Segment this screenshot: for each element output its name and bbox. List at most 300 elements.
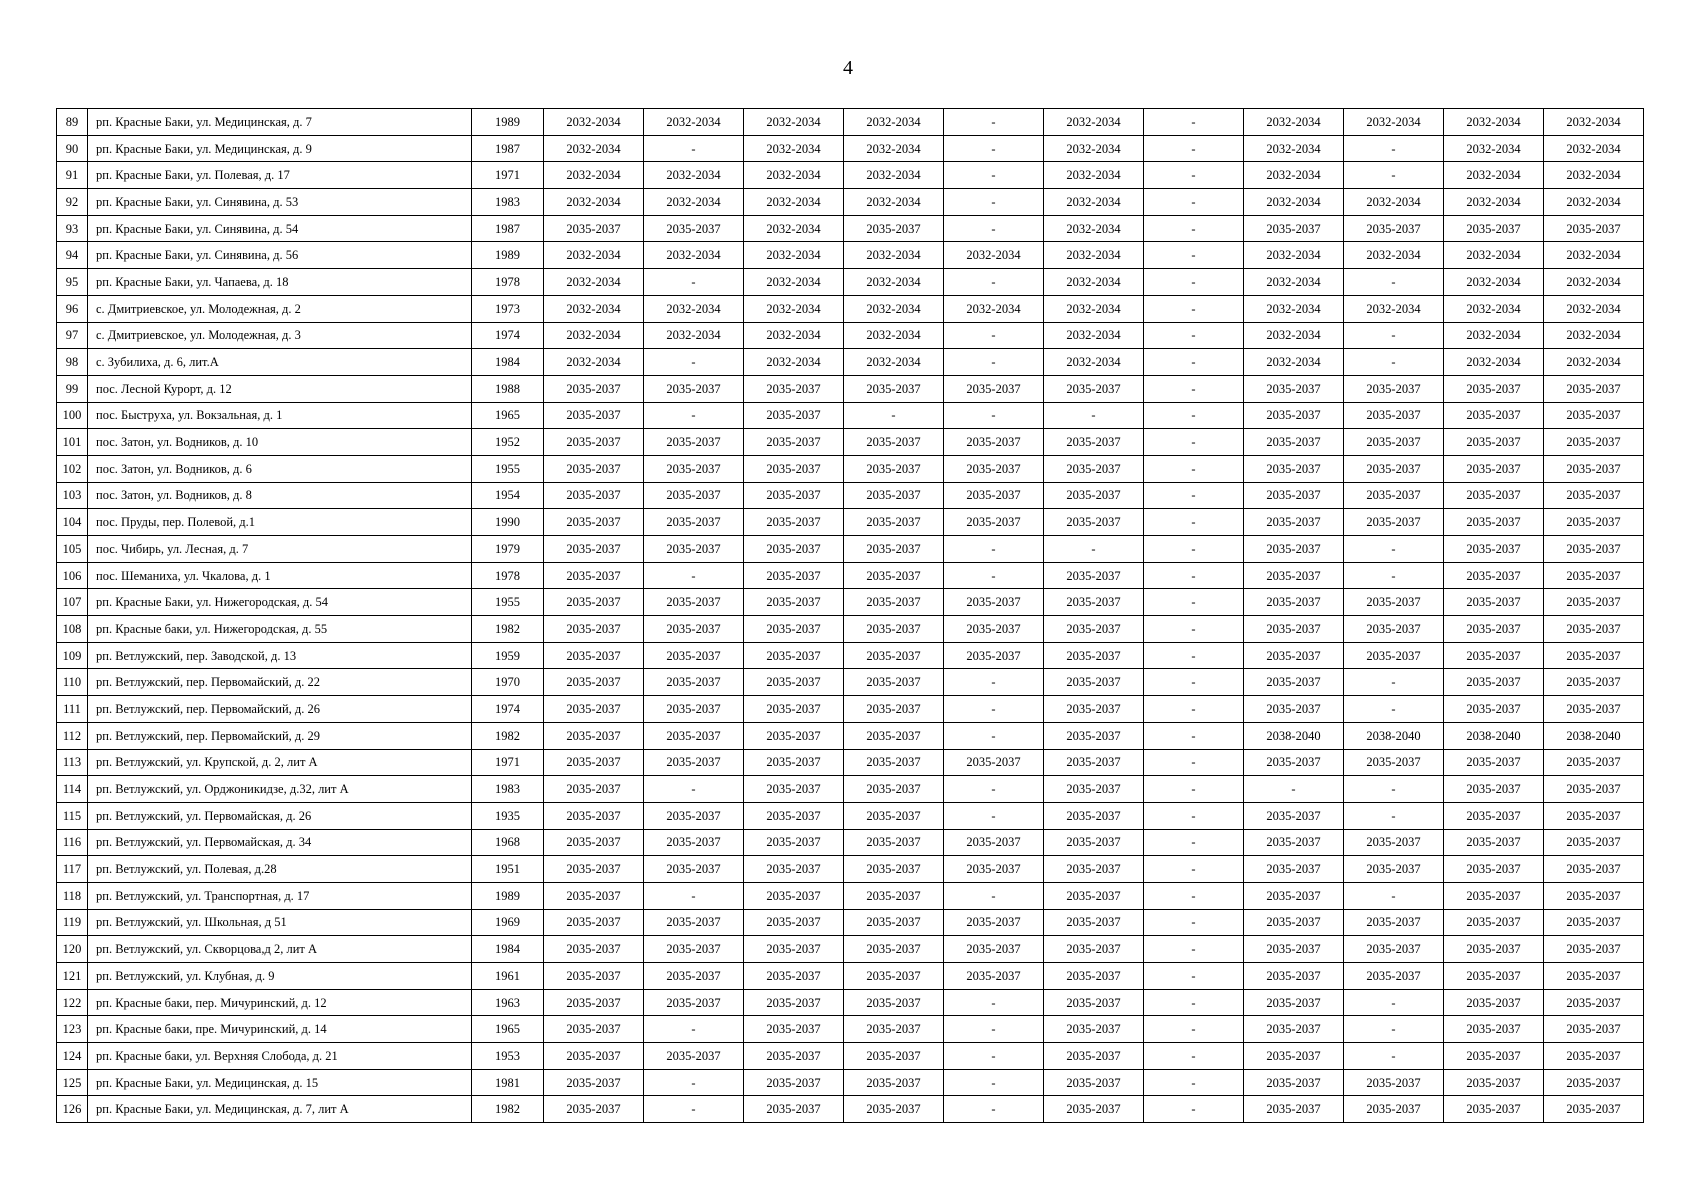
period-cell-10: 2032-2034 xyxy=(1444,322,1544,349)
period-cell-7: - xyxy=(1144,429,1244,456)
period-cell-5: - xyxy=(944,322,1044,349)
period-cell-1: 2032-2034 xyxy=(544,295,644,322)
period-cell-3: 2035-2037 xyxy=(744,856,844,883)
period-cell-10: 2035-2037 xyxy=(1444,776,1544,803)
period-cell-9: 2032-2034 xyxy=(1344,295,1444,322)
page-number: 4 xyxy=(843,57,853,79)
address-cell: рп. Красные Баки, ул. Синявина, д. 56 xyxy=(88,242,472,269)
period-cell-10: 2035-2037 xyxy=(1444,802,1544,829)
period-cell-4: 2035-2037 xyxy=(844,616,944,643)
period-cell-6: 2035-2037 xyxy=(1044,429,1144,456)
period-cell-9: 2035-2037 xyxy=(1344,749,1444,776)
period-cell-7: - xyxy=(1144,802,1244,829)
table-row xyxy=(57,269,1644,296)
year-built-cell: 1971 xyxy=(472,749,544,776)
period-cell-5: 2035-2037 xyxy=(944,856,1044,883)
period-cell-7: - xyxy=(1144,936,1244,963)
period-cell-8: 2035-2037 xyxy=(1244,429,1344,456)
period-cell-10: 2035-2037 xyxy=(1444,429,1544,456)
period-cell-6: 2035-2037 xyxy=(1044,802,1144,829)
row-number-cell: 107 xyxy=(57,589,88,616)
period-cell-1: 2035-2037 xyxy=(544,776,644,803)
address-cell: пос. Затон, ул. Водников, д. 8 xyxy=(88,482,472,509)
row-number-cell: 108 xyxy=(57,616,88,643)
period-cell-7: - xyxy=(1144,642,1244,669)
period-cell-8: 2032-2034 xyxy=(1244,109,1344,136)
table-body xyxy=(57,109,1644,1123)
row-number-cell: 117 xyxy=(57,856,88,883)
address-cell: рп. Ветлужский, ул. Клубная, д. 9 xyxy=(88,963,472,990)
year-built-cell: 1984 xyxy=(472,349,544,376)
period-cell-3: 2035-2037 xyxy=(744,1096,844,1123)
period-cell-6: 2032-2034 xyxy=(1044,135,1144,162)
period-cell-2: 2035-2037 xyxy=(644,642,744,669)
period-cell-5: - xyxy=(944,402,1044,429)
period-cell-10: 2035-2037 xyxy=(1444,509,1544,536)
year-built-cell: 1982 xyxy=(472,1096,544,1123)
period-cell-7: - xyxy=(1144,909,1244,936)
period-cell-4: - xyxy=(844,402,944,429)
period-cell-5: 2035-2037 xyxy=(944,936,1044,963)
address-cell: с. Зубилиха, д. 6, лит.А xyxy=(88,349,472,376)
year-built-cell: 1989 xyxy=(472,882,544,909)
table-row xyxy=(57,1043,1644,1070)
row-number-cell: 125 xyxy=(57,1069,88,1096)
period-cell-9: 2032-2034 xyxy=(1344,109,1444,136)
period-cell-7: - xyxy=(1144,189,1244,216)
period-cell-1: 2035-2037 xyxy=(544,429,644,456)
year-built-cell: 1983 xyxy=(472,776,544,803)
table-row xyxy=(57,429,1644,456)
period-cell-2: 2035-2037 xyxy=(644,509,744,536)
period-cell-4: 2032-2034 xyxy=(844,135,944,162)
period-cell-3: 2035-2037 xyxy=(744,482,844,509)
period-cell-11: 2035-2037 xyxy=(1544,909,1644,936)
row-number-cell: 103 xyxy=(57,482,88,509)
period-cell-7: - xyxy=(1144,882,1244,909)
period-cell-6: 2032-2034 xyxy=(1044,322,1144,349)
period-cell-4: 2035-2037 xyxy=(844,509,944,536)
period-cell-1: 2035-2037 xyxy=(544,562,644,589)
period-cell-1: 2032-2034 xyxy=(544,269,644,296)
period-cell-4: 2035-2037 xyxy=(844,749,944,776)
period-cell-6: 2035-2037 xyxy=(1044,989,1144,1016)
address-cell: рп. Ветлужский, ул. Первомайская, д. 34 xyxy=(88,829,472,856)
period-cell-4: 2035-2037 xyxy=(844,1069,944,1096)
period-cell-8: 2032-2034 xyxy=(1244,269,1344,296)
period-cell-8: 2032-2034 xyxy=(1244,162,1344,189)
period-cell-9: 2035-2037 xyxy=(1344,642,1444,669)
period-cell-6: 2032-2034 xyxy=(1044,269,1144,296)
period-cell-3: 2032-2034 xyxy=(744,162,844,189)
year-built-cell: 1955 xyxy=(472,455,544,482)
table-row xyxy=(57,616,1644,643)
address-cell: с. Дмитриевское, ул. Молодежная, д. 2 xyxy=(88,295,472,322)
period-cell-3: 2035-2037 xyxy=(744,562,844,589)
period-cell-7: - xyxy=(1144,455,1244,482)
period-cell-6: 2032-2034 xyxy=(1044,215,1144,242)
period-cell-3: 2032-2034 xyxy=(744,295,844,322)
period-cell-7: - xyxy=(1144,402,1244,429)
period-cell-5: - xyxy=(944,989,1044,1016)
row-number-cell: 99 xyxy=(57,375,88,402)
period-cell-10: 2032-2034 xyxy=(1444,109,1544,136)
period-cell-3: 2032-2034 xyxy=(744,135,844,162)
table-row xyxy=(57,402,1644,429)
period-cell-2: - xyxy=(644,349,744,376)
period-cell-9: - xyxy=(1344,562,1444,589)
row-number-cell: 113 xyxy=(57,749,88,776)
period-cell-11: 2035-2037 xyxy=(1544,509,1644,536)
period-cell-9: 2032-2034 xyxy=(1344,189,1444,216)
period-cell-6: 2032-2034 xyxy=(1044,295,1144,322)
period-cell-6: 2035-2037 xyxy=(1044,776,1144,803)
row-number-cell: 110 xyxy=(57,669,88,696)
row-number-cell: 118 xyxy=(57,882,88,909)
period-cell-8: 2035-2037 xyxy=(1244,1016,1344,1043)
table-row xyxy=(57,963,1644,990)
period-cell-11: 2035-2037 xyxy=(1544,562,1644,589)
table-row xyxy=(57,856,1644,883)
period-cell-5: 2035-2037 xyxy=(944,589,1044,616)
period-cell-6: 2035-2037 xyxy=(1044,455,1144,482)
period-cell-4: 2035-2037 xyxy=(844,1043,944,1070)
address-cell: рп. Красные баки, ул. Нижегородская, д. 55 xyxy=(88,616,472,643)
row-number-cell: 102 xyxy=(57,455,88,482)
period-cell-10: 2035-2037 xyxy=(1444,1096,1544,1123)
address-cell: рп. Ветлужский, ул. Полевая, д.28 xyxy=(88,856,472,883)
period-cell-4: 2035-2037 xyxy=(844,669,944,696)
period-cell-8: 2035-2037 xyxy=(1244,589,1344,616)
address-cell: рп. Ветлужский, ул. Транспортная, д. 17 xyxy=(88,882,472,909)
period-cell-8: 2035-2037 xyxy=(1244,882,1344,909)
period-cell-10: 2032-2034 xyxy=(1444,135,1544,162)
period-cell-6: - xyxy=(1044,402,1144,429)
table-row xyxy=(57,829,1644,856)
period-cell-6: 2035-2037 xyxy=(1044,829,1144,856)
year-built-cell: 1954 xyxy=(472,482,544,509)
row-number-cell: 104 xyxy=(57,509,88,536)
period-cell-8: 2035-2037 xyxy=(1244,616,1344,643)
period-cell-1: 2035-2037 xyxy=(544,802,644,829)
period-cell-3: 2035-2037 xyxy=(744,1043,844,1070)
period-cell-10: 2032-2034 xyxy=(1444,269,1544,296)
period-cell-7: - xyxy=(1144,242,1244,269)
period-cell-9: 2035-2037 xyxy=(1344,482,1444,509)
period-cell-4: 2035-2037 xyxy=(844,722,944,749)
period-cell-5: 2032-2034 xyxy=(944,295,1044,322)
period-cell-1: 2035-2037 xyxy=(544,589,644,616)
table-row xyxy=(57,1016,1644,1043)
period-cell-11: 2038-2040 xyxy=(1544,722,1644,749)
period-cell-6: 2035-2037 xyxy=(1044,1043,1144,1070)
period-cell-9: 2035-2037 xyxy=(1344,936,1444,963)
period-cell-1: 2035-2037 xyxy=(544,909,644,936)
period-cell-7: - xyxy=(1144,989,1244,1016)
address-cell: рп. Красные Баки, ул. Медицинская, д. 7, лит А xyxy=(88,1096,472,1123)
row-number-cell: 95 xyxy=(57,269,88,296)
address-cell: рп. Ветлужский, пер. Первомайский, д. 22 xyxy=(88,669,472,696)
period-cell-8: 2035-2037 xyxy=(1244,482,1344,509)
period-cell-2: 2035-2037 xyxy=(644,669,744,696)
period-cell-3: 2032-2034 xyxy=(744,349,844,376)
period-cell-1: 2032-2034 xyxy=(544,189,644,216)
table-row xyxy=(57,1096,1644,1123)
table-row xyxy=(57,669,1644,696)
period-cell-1: 2035-2037 xyxy=(544,989,644,1016)
row-number-cell: 96 xyxy=(57,295,88,322)
table-row xyxy=(57,322,1644,349)
period-cell-8: 2035-2037 xyxy=(1244,856,1344,883)
period-cell-9: - xyxy=(1344,696,1444,723)
period-cell-9: - xyxy=(1344,135,1444,162)
table-row xyxy=(57,536,1644,563)
period-cell-1: 2035-2037 xyxy=(544,669,644,696)
period-cell-4: 2032-2034 xyxy=(844,189,944,216)
period-cell-1: 2035-2037 xyxy=(544,616,644,643)
period-cell-4: 2035-2037 xyxy=(844,589,944,616)
period-cell-4: 2035-2037 xyxy=(844,429,944,456)
table-row xyxy=(57,162,1644,189)
period-cell-4: 2035-2037 xyxy=(844,375,944,402)
period-cell-9: - xyxy=(1344,1016,1444,1043)
period-cell-3: 2035-2037 xyxy=(744,936,844,963)
year-built-cell: 1973 xyxy=(472,295,544,322)
period-cell-4: 2035-2037 xyxy=(844,963,944,990)
period-cell-11: 2035-2037 xyxy=(1544,963,1644,990)
period-cell-5: - xyxy=(944,109,1044,136)
year-built-cell: 1971 xyxy=(472,162,544,189)
period-cell-10: 2035-2037 xyxy=(1444,909,1544,936)
period-cell-1: 2035-2037 xyxy=(544,936,644,963)
period-cell-10: 2035-2037 xyxy=(1444,616,1544,643)
period-cell-4: 2035-2037 xyxy=(844,536,944,563)
period-cell-5: - xyxy=(944,1096,1044,1123)
period-cell-11: 2035-2037 xyxy=(1544,536,1644,563)
period-cell-11: 2035-2037 xyxy=(1544,429,1644,456)
period-cell-4: 2032-2034 xyxy=(844,322,944,349)
period-cell-11: 2032-2034 xyxy=(1544,242,1644,269)
address-cell: рп. Ветлужский, пер. Заводской, д. 13 xyxy=(88,642,472,669)
period-cell-1: 2032-2034 xyxy=(544,109,644,136)
period-cell-9: 2035-2037 xyxy=(1344,589,1444,616)
row-number-cell: 91 xyxy=(57,162,88,189)
period-cell-7: - xyxy=(1144,1069,1244,1096)
period-cell-4: 2035-2037 xyxy=(844,909,944,936)
year-built-cell: 1982 xyxy=(472,722,544,749)
address-cell: рп. Красные Баки, ул. Синявина, д. 54 xyxy=(88,215,472,242)
period-cell-1: 2035-2037 xyxy=(544,482,644,509)
period-cell-10: 2035-2037 xyxy=(1444,402,1544,429)
period-cell-6: 2035-2037 xyxy=(1044,509,1144,536)
period-cell-8: 2035-2037 xyxy=(1244,1043,1344,1070)
period-cell-2: 2032-2034 xyxy=(644,162,744,189)
address-cell: рп. Красные Баки, ул. Нижегородская, д. 54 xyxy=(88,589,472,616)
period-cell-6: 2032-2034 xyxy=(1044,109,1144,136)
year-built-cell: 1953 xyxy=(472,1043,544,1070)
address-cell: рп. Красные Баки, ул. Медицинская, д. 9 xyxy=(88,135,472,162)
year-built-cell: 1974 xyxy=(472,696,544,723)
period-cell-2: - xyxy=(644,135,744,162)
table-row xyxy=(57,242,1644,269)
address-cell: рп. Красные Баки, ул. Синявина, д. 53 xyxy=(88,189,472,216)
period-cell-6: 2035-2037 xyxy=(1044,882,1144,909)
period-cell-4: 2035-2037 xyxy=(844,562,944,589)
period-cell-2: 2035-2037 xyxy=(644,536,744,563)
year-built-cell: 1982 xyxy=(472,616,544,643)
period-cell-7: - xyxy=(1144,963,1244,990)
period-cell-2: 2032-2034 xyxy=(644,242,744,269)
period-cell-8: 2035-2037 xyxy=(1244,829,1344,856)
period-cell-3: 2032-2034 xyxy=(744,269,844,296)
period-cell-3: 2035-2037 xyxy=(744,375,844,402)
period-cell-11: 2035-2037 xyxy=(1544,856,1644,883)
period-cell-7: - xyxy=(1144,536,1244,563)
row-number-cell: 105 xyxy=(57,536,88,563)
period-cell-3: 2035-2037 xyxy=(744,455,844,482)
period-cell-7: - xyxy=(1144,589,1244,616)
period-cell-9: - xyxy=(1344,349,1444,376)
period-cell-2: 2035-2037 xyxy=(644,802,744,829)
period-cell-8: 2032-2034 xyxy=(1244,242,1344,269)
period-cell-8: 2032-2034 xyxy=(1244,189,1344,216)
period-cell-7: - xyxy=(1144,295,1244,322)
period-cell-5: - xyxy=(944,802,1044,829)
period-cell-4: 2035-2037 xyxy=(844,215,944,242)
address-cell: пос. Затон, ул. Водников, д. 6 xyxy=(88,455,472,482)
period-cell-3: 2035-2037 xyxy=(744,616,844,643)
row-number-cell: 121 xyxy=(57,963,88,990)
period-cell-7: - xyxy=(1144,776,1244,803)
period-cell-2: 2035-2037 xyxy=(644,936,744,963)
period-cell-11: 2035-2037 xyxy=(1544,802,1644,829)
period-cell-3: 2035-2037 xyxy=(744,722,844,749)
year-built-cell: 1935 xyxy=(472,802,544,829)
table-row xyxy=(57,375,1644,402)
period-cell-8: 2032-2034 xyxy=(1244,295,1344,322)
period-cell-4: 2035-2037 xyxy=(844,882,944,909)
row-number-cell: 124 xyxy=(57,1043,88,1070)
period-cell-6: - xyxy=(1044,536,1144,563)
table-row xyxy=(57,909,1644,936)
period-cell-9: 2035-2037 xyxy=(1344,402,1444,429)
period-cell-10: 2035-2037 xyxy=(1444,1069,1544,1096)
period-cell-6: 2035-2037 xyxy=(1044,749,1144,776)
period-cell-8: 2035-2037 xyxy=(1244,936,1344,963)
period-cell-5: 2035-2037 xyxy=(944,455,1044,482)
address-cell: рп. Красные Баки, ул. Медицинская, д. 15 xyxy=(88,1069,472,1096)
address-cell: рп. Ветлужский, ул. Первомайская, д. 26 xyxy=(88,802,472,829)
period-cell-2: 2035-2037 xyxy=(644,455,744,482)
row-number-cell: 106 xyxy=(57,562,88,589)
row-number-cell: 97 xyxy=(57,322,88,349)
period-cell-6: 2032-2034 xyxy=(1044,162,1144,189)
address-cell: рп. Ветлужский, ул. Школьная, д 51 xyxy=(88,909,472,936)
period-cell-10: 2035-2037 xyxy=(1444,1016,1544,1043)
period-cell-2: 2032-2034 xyxy=(644,109,744,136)
period-cell-7: - xyxy=(1144,509,1244,536)
period-cell-10: 2035-2037 xyxy=(1444,989,1544,1016)
period-cell-10: 2032-2034 xyxy=(1444,162,1544,189)
period-cell-3: 2032-2034 xyxy=(744,242,844,269)
period-cell-11: 2035-2037 xyxy=(1544,482,1644,509)
period-cell-9: 2035-2037 xyxy=(1344,509,1444,536)
period-cell-4: 2032-2034 xyxy=(844,349,944,376)
year-built-cell: 1965 xyxy=(472,402,544,429)
period-cell-8: 2032-2034 xyxy=(1244,322,1344,349)
table-row xyxy=(57,802,1644,829)
period-cell-8: 2035-2037 xyxy=(1244,989,1344,1016)
table-row xyxy=(57,109,1644,136)
row-number-cell: 89 xyxy=(57,109,88,136)
period-cell-11: 2035-2037 xyxy=(1544,776,1644,803)
period-cell-1: 2035-2037 xyxy=(544,1016,644,1043)
period-cell-1: 2035-2037 xyxy=(544,402,644,429)
period-cell-6: 2035-2037 xyxy=(1044,669,1144,696)
table-row xyxy=(57,349,1644,376)
period-cell-10: 2035-2037 xyxy=(1444,455,1544,482)
year-built-cell: 1974 xyxy=(472,322,544,349)
period-cell-7: - xyxy=(1144,829,1244,856)
period-cell-7: - xyxy=(1144,349,1244,376)
period-cell-5: - xyxy=(944,162,1044,189)
period-cell-1: 2035-2037 xyxy=(544,1069,644,1096)
period-cell-4: 2035-2037 xyxy=(844,829,944,856)
period-cell-8: 2035-2037 xyxy=(1244,509,1344,536)
period-cell-2: 2035-2037 xyxy=(644,215,744,242)
period-cell-9: 2038-2040 xyxy=(1344,722,1444,749)
table-row xyxy=(57,482,1644,509)
period-cell-3: 2035-2037 xyxy=(744,989,844,1016)
period-cell-5: - xyxy=(944,1016,1044,1043)
period-cell-3: 2035-2037 xyxy=(744,1069,844,1096)
period-cell-1: 2035-2037 xyxy=(544,375,644,402)
address-cell: рп. Ветлужский, пер. Первомайский, д. 26 xyxy=(88,696,472,723)
row-number-cell: 114 xyxy=(57,776,88,803)
year-built-cell: 1968 xyxy=(472,829,544,856)
period-cell-6: 2035-2037 xyxy=(1044,642,1144,669)
period-cell-9: 2035-2037 xyxy=(1344,215,1444,242)
period-cell-3: 2035-2037 xyxy=(744,749,844,776)
table-row xyxy=(57,1069,1644,1096)
period-cell-5: - xyxy=(944,349,1044,376)
period-cell-7: - xyxy=(1144,749,1244,776)
period-cell-5: 2035-2037 xyxy=(944,642,1044,669)
period-cell-8: 2035-2037 xyxy=(1244,669,1344,696)
period-cell-11: 2032-2034 xyxy=(1544,162,1644,189)
period-cell-5: - xyxy=(944,882,1044,909)
period-cell-11: 2032-2034 xyxy=(1544,322,1644,349)
table-row xyxy=(57,722,1644,749)
period-cell-7: - xyxy=(1144,482,1244,509)
period-cell-4: 2035-2037 xyxy=(844,696,944,723)
period-cell-6: 2035-2037 xyxy=(1044,616,1144,643)
period-cell-2: 2035-2037 xyxy=(644,589,744,616)
period-cell-8: 2035-2037 xyxy=(1244,963,1344,990)
period-cell-5: 2035-2037 xyxy=(944,616,1044,643)
period-cell-9: - xyxy=(1344,669,1444,696)
period-cell-11: 2035-2037 xyxy=(1544,1069,1644,1096)
address-cell: рп. Ветлужский, ул. Орджоникидзе, д.32, лит А xyxy=(88,776,472,803)
period-cell-10: 2038-2040 xyxy=(1444,722,1544,749)
period-cell-11: 2032-2034 xyxy=(1544,295,1644,322)
period-cell-8: 2038-2040 xyxy=(1244,722,1344,749)
year-built-cell: 1969 xyxy=(472,909,544,936)
period-cell-9: - xyxy=(1344,802,1444,829)
period-cell-10: 2032-2034 xyxy=(1444,295,1544,322)
year-built-cell: 1987 xyxy=(472,135,544,162)
period-cell-5: 2035-2037 xyxy=(944,749,1044,776)
